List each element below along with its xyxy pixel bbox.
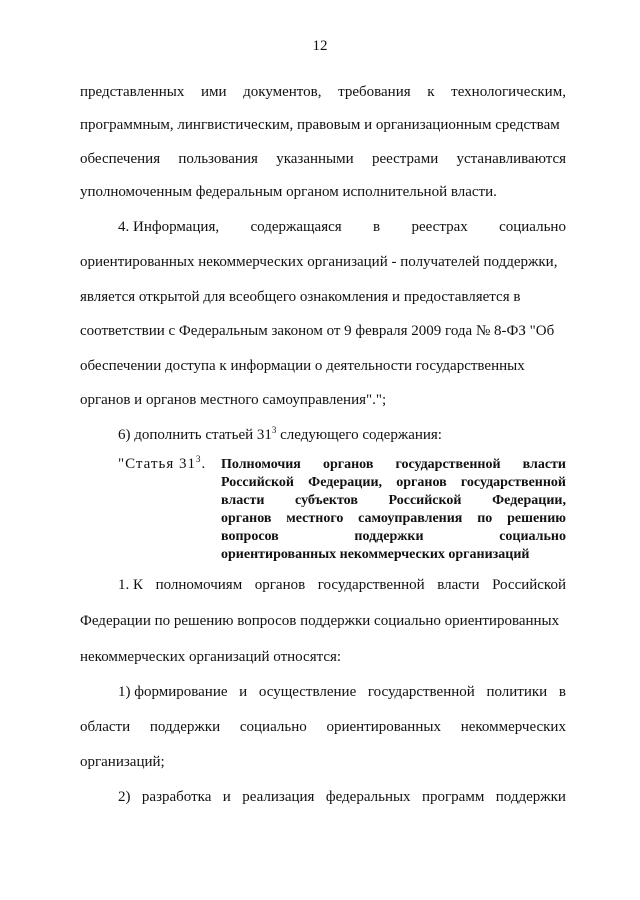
word: указанными xyxy=(276,151,354,167)
text-line xyxy=(118,788,566,806)
superscript: 3 xyxy=(271,425,277,435)
text-line xyxy=(118,576,566,594)
word: к xyxy=(427,84,435,100)
word: 4. Информация, xyxy=(118,219,220,235)
word: полномочиям xyxy=(155,577,243,593)
word: и xyxy=(239,684,248,700)
word: обеспечения xyxy=(80,151,161,167)
word: в xyxy=(558,684,566,700)
text-fragment: 6) дополнить статьей 31 xyxy=(118,427,272,443)
title-line: власти субъектов Российской Федерации, xyxy=(221,493,566,508)
text-line xyxy=(80,718,566,736)
word: ими xyxy=(200,84,227,100)
word: органов xyxy=(254,577,306,593)
word: ориентированных xyxy=(326,719,441,735)
word: представленных xyxy=(80,84,185,100)
word: в xyxy=(373,219,381,235)
word: Российской xyxy=(492,577,566,593)
word: власти xyxy=(437,577,480,593)
word: документов, xyxy=(243,84,322,100)
text-line: ориентированных некоммерческих организаций - получателей поддержки, xyxy=(80,254,558,270)
word: устанавливаются xyxy=(456,151,566,167)
title-line: органов местного самоуправления по решению xyxy=(221,511,566,526)
text-line: уполномоченным федеральным органом исполнительной власти. xyxy=(80,184,497,200)
text-line: некоммерческих организаций относятся: xyxy=(80,649,342,665)
word: технологическим, xyxy=(451,84,566,100)
word: федеральных xyxy=(325,789,411,805)
text-line xyxy=(80,150,566,168)
word: разработка xyxy=(141,789,212,805)
word: государственной xyxy=(317,577,425,593)
word: социально xyxy=(239,719,307,735)
word: и xyxy=(222,789,231,805)
text-fragment: следующего содержания: xyxy=(276,427,442,443)
word: реестрами xyxy=(371,151,439,167)
word: требования xyxy=(338,84,411,100)
title-line: Российской Федерации, органов государственной xyxy=(221,475,566,490)
word: социально xyxy=(499,219,566,235)
text-line: программным, лингвистическим, правовым и организационным средствам xyxy=(80,117,560,133)
word: некоммерческих xyxy=(460,719,566,735)
text-line xyxy=(80,83,566,101)
text-line: организаций; xyxy=(80,754,165,770)
page-number: 12 xyxy=(312,38,328,54)
word: реализация xyxy=(242,789,315,805)
superscript: 3 xyxy=(195,454,202,464)
word: политики xyxy=(486,684,548,700)
word: поддержки xyxy=(495,789,566,805)
text-line: соответствии с Федеральным законом от 9 февраля 2009 года № 8-ФЗ "Об xyxy=(80,323,555,339)
article-label: "Статья $31^3$. xyxy=(118,454,207,472)
word: содержащаяся xyxy=(250,219,342,235)
word: 1) формирование xyxy=(118,684,228,700)
word: осуществление xyxy=(258,684,357,700)
word: реестрах xyxy=(411,219,468,235)
title-line: вопросов поддержки социально xyxy=(221,529,566,544)
article-title xyxy=(221,456,566,564)
title-line: ориентированных некоммерческих организаций xyxy=(221,547,530,562)
text-line xyxy=(118,683,566,701)
text-line: является открытой для всеобщего ознакомления и предоставляется в xyxy=(80,289,521,305)
word: программ xyxy=(421,789,485,805)
title-line: Полномочия органов государственной власти xyxy=(221,457,566,472)
text-line: органов и органов местного самоуправления"."; xyxy=(80,392,387,408)
word: области xyxy=(80,719,131,735)
text-line: обеспечении доступа к информации о деятельности государственных xyxy=(80,358,525,374)
text-line xyxy=(118,218,566,236)
word: государственной xyxy=(367,684,475,700)
word: пользования xyxy=(178,151,258,167)
text-line xyxy=(118,426,442,445)
word: 2) xyxy=(118,789,131,805)
word: поддержки xyxy=(149,719,221,735)
word: 1. К xyxy=(118,577,144,593)
text-line: Федерации по решению вопросов поддержки социально ориентированных xyxy=(80,613,560,629)
